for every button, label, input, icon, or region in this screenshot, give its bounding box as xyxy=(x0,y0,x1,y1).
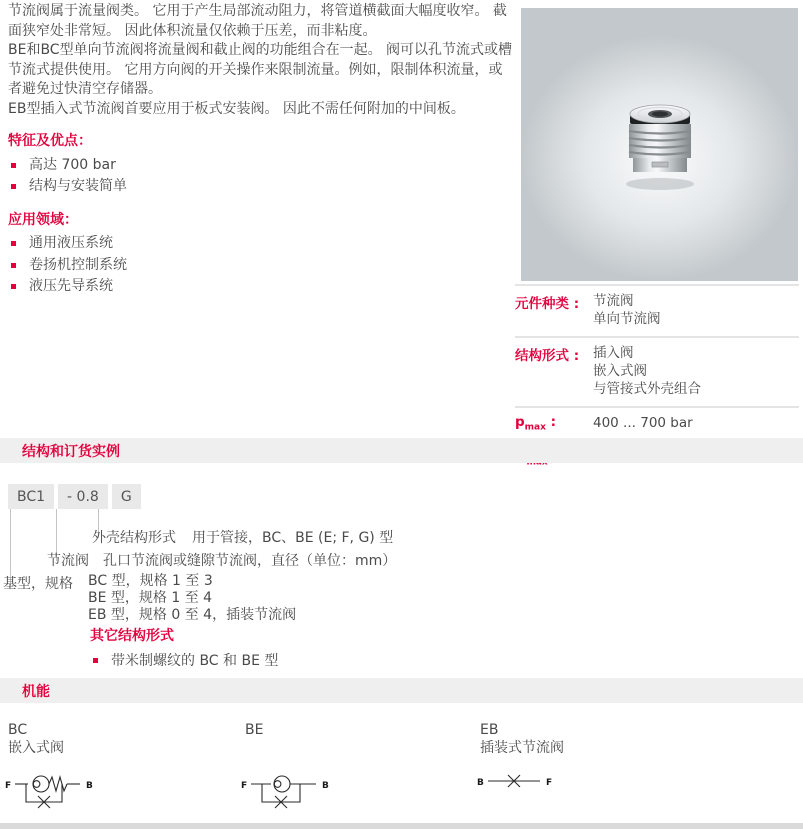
other-designs-title: 其它结构形式 xyxy=(90,628,174,644)
applications-title: 应用领域： xyxy=(8,211,78,228)
application-item-label: 卷扬机控制系统 xyxy=(29,256,127,273)
port-label: F xyxy=(546,778,553,788)
spec-label: 元件种类 : xyxy=(515,296,580,312)
order-code-box-housing: G xyxy=(112,484,141,509)
port-label: B xyxy=(86,781,93,791)
bullet-square-icon xyxy=(93,658,98,663)
port-label: B xyxy=(322,781,329,791)
section-title: 结构和订货实例 xyxy=(22,443,120,460)
function-col-bc xyxy=(8,721,64,757)
spec-value: 嵌入式阀 xyxy=(593,363,647,379)
order-term: 节流阀 xyxy=(47,553,89,569)
order-code-box-size: - 0.8 xyxy=(58,484,108,509)
order-desc: 孔口节流阀或缝隙节流阀，直径（单位：mm） xyxy=(103,553,397,569)
port-label: B xyxy=(477,778,484,788)
spec-values xyxy=(593,344,701,398)
valve-collar-slot xyxy=(652,162,668,167)
valve-cartridge-image xyxy=(610,100,710,210)
spec-value: 与管接式外壳组合 xyxy=(593,381,701,397)
check-valve-ball-icon xyxy=(274,781,281,788)
order-row-basic-type xyxy=(3,573,296,624)
list-item xyxy=(8,155,516,177)
list-item xyxy=(90,650,278,670)
section-header-ordering xyxy=(0,438,803,463)
intro-paragraph-3: EB型插入式节流阀首要应用于板式安装阀。 因此不需任何附加的中间板。 xyxy=(8,100,465,117)
application-item-label: 液压先导系统 xyxy=(29,278,113,294)
intro-paragraph-1: 节流阀属于流量阀类。 它用于产生局部流动阻力，将管道横截面大幅度收窄。 截面狭窄处非常短。 因此体积流量仅依赖于压差，而非粘度。 xyxy=(8,3,507,39)
function-code: EB xyxy=(480,722,499,738)
valve-socket-hole xyxy=(652,111,668,116)
bypass-line xyxy=(26,784,62,802)
function-col-eb xyxy=(480,721,564,757)
spec-value: 单向节流阀 xyxy=(593,311,661,327)
list-item xyxy=(8,176,516,198)
be-hydraulic-symbol xyxy=(238,771,353,815)
spec-label: 结构形式 : xyxy=(515,348,580,364)
check-valve-icon xyxy=(33,776,49,792)
spec-value: 节流阀 xyxy=(593,293,634,309)
order-row-throttle xyxy=(47,550,396,570)
order-desc: BE 型，规格 1 至 4 xyxy=(88,590,213,606)
eb-hydraulic-symbol xyxy=(474,771,589,815)
intro-paragraph-2: BE和BC型单向节流阀将流量阀和截止阀的功能组合在一起。 阀可以孔节流式或槽节流式提供使用。 它用方向阀的开关操作来限制流量。例如，限制体积流量，或者避免过快清空存储器。 xyxy=(8,42,513,97)
order-desc: EB 型，规格 0 至 4，插装节流阀 xyxy=(88,607,297,623)
order-code xyxy=(8,484,141,509)
order-desc: 用于管接，BC、BE (E; F, G) 型 xyxy=(192,530,394,546)
applications-list xyxy=(8,233,516,298)
bullet-square-icon xyxy=(11,263,16,268)
spec-value: 插入阀 xyxy=(593,345,634,361)
section-header-function xyxy=(0,678,803,703)
port-label: F xyxy=(5,781,12,791)
order-row-housing xyxy=(92,527,393,547)
section-title: 机能 xyxy=(22,683,50,700)
order-desc: BC 型，规格 1 至 3 xyxy=(88,573,213,589)
spec-value: 400 ... 700 bar xyxy=(593,415,693,431)
features-title: 特征及优点： xyxy=(8,133,92,149)
function-code: BC xyxy=(8,722,28,738)
product-photo xyxy=(521,8,798,281)
list-item xyxy=(8,276,516,298)
spring-icon xyxy=(49,777,67,791)
valve-shadow xyxy=(626,178,694,190)
list-item xyxy=(8,233,516,255)
bullet-square-icon xyxy=(11,284,16,289)
features-list xyxy=(8,155,516,198)
spec-label: $p_{max}$ : xyxy=(515,414,557,433)
feature-item-label: 高达 700 bar xyxy=(29,156,116,173)
function-col-be xyxy=(245,721,263,739)
spec-values xyxy=(593,414,693,433)
order-code-box-type: BC1 xyxy=(8,484,54,509)
bullet-square-icon xyxy=(11,163,16,168)
application-item-label: 通用液压系统 xyxy=(29,235,113,251)
bc-hydraulic-symbol xyxy=(2,771,117,815)
port-label: F xyxy=(241,781,248,791)
order-term: 外壳结构形式 xyxy=(92,530,176,546)
spec-row-design xyxy=(515,336,799,406)
spec-row-component-type xyxy=(515,284,799,336)
bypass-line xyxy=(262,784,300,802)
intro-section xyxy=(8,2,516,298)
check-valve-ball-icon xyxy=(33,781,40,788)
function-code: BE xyxy=(245,722,264,738)
check-valve-icon xyxy=(274,776,290,792)
other-designs xyxy=(90,625,278,670)
spec-row-pmax xyxy=(515,406,799,441)
order-term: 基型，规格 xyxy=(3,576,73,592)
feature-item-label: 结构与安装简单 xyxy=(29,178,127,194)
list-item xyxy=(8,255,516,277)
order-desc-lines xyxy=(88,573,296,624)
other-designs-item: 带米制螺纹的 BC 和 BE 型 xyxy=(111,653,279,669)
function-subtitle: 插装式节流阀 xyxy=(480,740,564,756)
page-bottom-divider xyxy=(0,823,803,829)
bullet-square-icon xyxy=(11,241,16,246)
spec-values xyxy=(593,292,661,328)
bullet-square-icon xyxy=(11,184,16,189)
function-subtitle: 嵌入式阀 xyxy=(8,740,64,756)
